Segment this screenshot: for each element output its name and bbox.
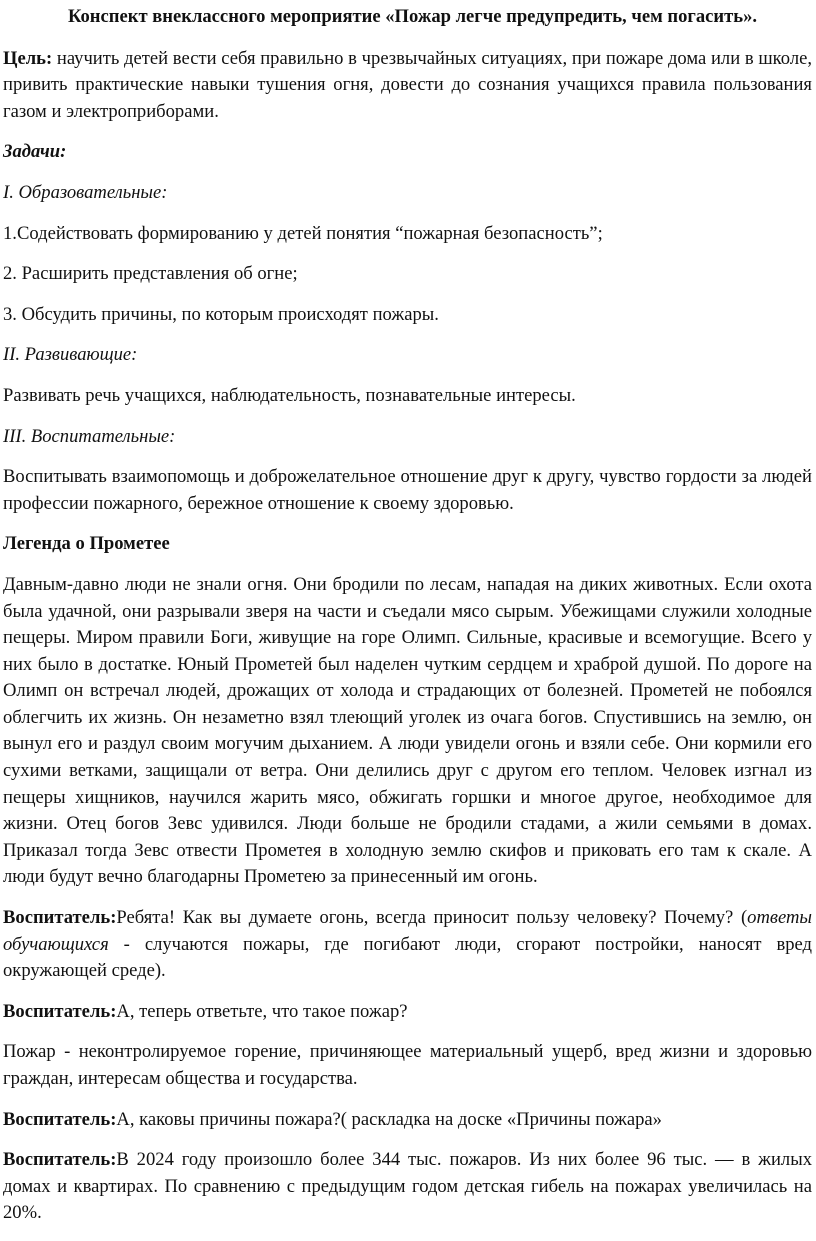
- document-title: Конспект внеклассного мероприятие «Пожар легче предупредить, чем погасить».: [67, 6, 758, 27]
- dialogue-text: Ребята! Как вы думаете огонь, всегда приносит пользу человеку? Почему? (: [116, 907, 748, 929]
- upbringing-text: Воспитывать взаимопомощь и доброжелательное отношение друг к другу, чувство гордости за людей профессии пожарного, бережное отношение к своему здоровью.: [3, 466, 812, 514]
- tasks-heading: Задачи:: [3, 141, 67, 163]
- goal-text: научить детей вести себя правильно в чрезвычайных ситуациях, при пожаре дома или в школе, привить практические навыки тушения огня, довести до сознания учащихся правила пользования газом и электроприборами.: [3, 47, 812, 122]
- legend-text: Давным-давно люди не знали огня. Они бродили по лесам, нападая на диких животных. Если охота была удачной, они разрывали зверя на части и съедали мясо сырым. Убежищами служили холодные пещеры. Миром правили Боги, живущие на горе Олимп. Сильные, красивые и всемогущие. Всего у них было в достатке. Юный Прометей был наделен чутким сердцем и храброй душой. По дороге на Олимп он встречал людей, дрожащих от холода и страдающих от болезней. Прометей не побоялся облегчить их жизнь. Он незаметно взял тлеющий уголек из очага богов. Спустившись на землю, он вынул его и раздул своим могучим дыханием. А люди увидели огонь и взяли себе. Они кормили его сухими ветками, защищали от ветра. Они делились друг с другом его теплом. Человек изгнал из пещеры хищников, научился жарить мясо, обжигать горшки и многое другое, необходимое для жизни. Отец богов Зевс удивился. Люди больше не бродили стадами, а жили семьями в домах. Приказал тогда Зевс отвести Прометея в холодную землю скифов и приковать его там к скале. А люди будут вечно благодарны Прометею за принесенный им огонь.: [3, 573, 812, 888]
- educational-item: 3. Обсудить причины, по которым происходят пожары.: [3, 303, 439, 325]
- dialogue-paragraph: [3, 1147, 812, 1227]
- goal-paragraph: [3, 46, 812, 126]
- speaker-label: Воспитатель:: [3, 907, 117, 929]
- dialogue-italic: ответы обучающихся: [3, 907, 812, 955]
- legend-heading: Легенда о Прометее: [3, 533, 170, 555]
- dialogue-text: В 2024 году произошло более 344 тыс. пожаров. Из них более 96 тыс. — в жилых домах и квартирах. По сравнению с предыдущим годом детская гибель на пожарах увеличилась на 20%.: [3, 1149, 812, 1224]
- developing-heading: II. Развивающие:: [3, 344, 138, 366]
- speaker-label: Воспитатель:: [3, 1108, 117, 1130]
- educational-item: 2. Расширить представления об огне;: [3, 263, 298, 285]
- developing-text: Развивать речь учащихся, наблюдательность, познавательные интересы.: [3, 384, 576, 406]
- educational-item: 1.Содействовать формированию у детей понятия “пожарная безопасность”;: [3, 222, 603, 244]
- dialogue-text: А, теперь ответьте, что такое пожар?: [116, 1000, 408, 1022]
- speaker-label: Воспитатель:: [3, 1149, 117, 1171]
- dialogue-text: А, каковы причины пожара?( раскладка на доске «Причины пожара»: [116, 1108, 662, 1130]
- dialogue-tail: - случаются пожары, где погибают люди, сгорают постройки, наносят вред окружающей среде).: [3, 933, 812, 982]
- upbringing-heading: III. Воспитательные:: [3, 425, 176, 447]
- definition-paragraph: Пожар - неконтролируемое горение, причиняющее материальный ущерб, вред жизни и здоровью граждан, интересам общества и государства.: [3, 1041, 812, 1089]
- educational-heading: I. Образовательные:: [3, 181, 168, 203]
- dialogue-paragraph: [3, 905, 812, 985]
- goal-label: Цель:: [3, 47, 53, 69]
- speaker-label: Воспитатель:: [3, 1000, 117, 1022]
- dialogue-paragraph: [3, 1107, 812, 1134]
- dialogue-paragraph: [3, 999, 812, 1026]
